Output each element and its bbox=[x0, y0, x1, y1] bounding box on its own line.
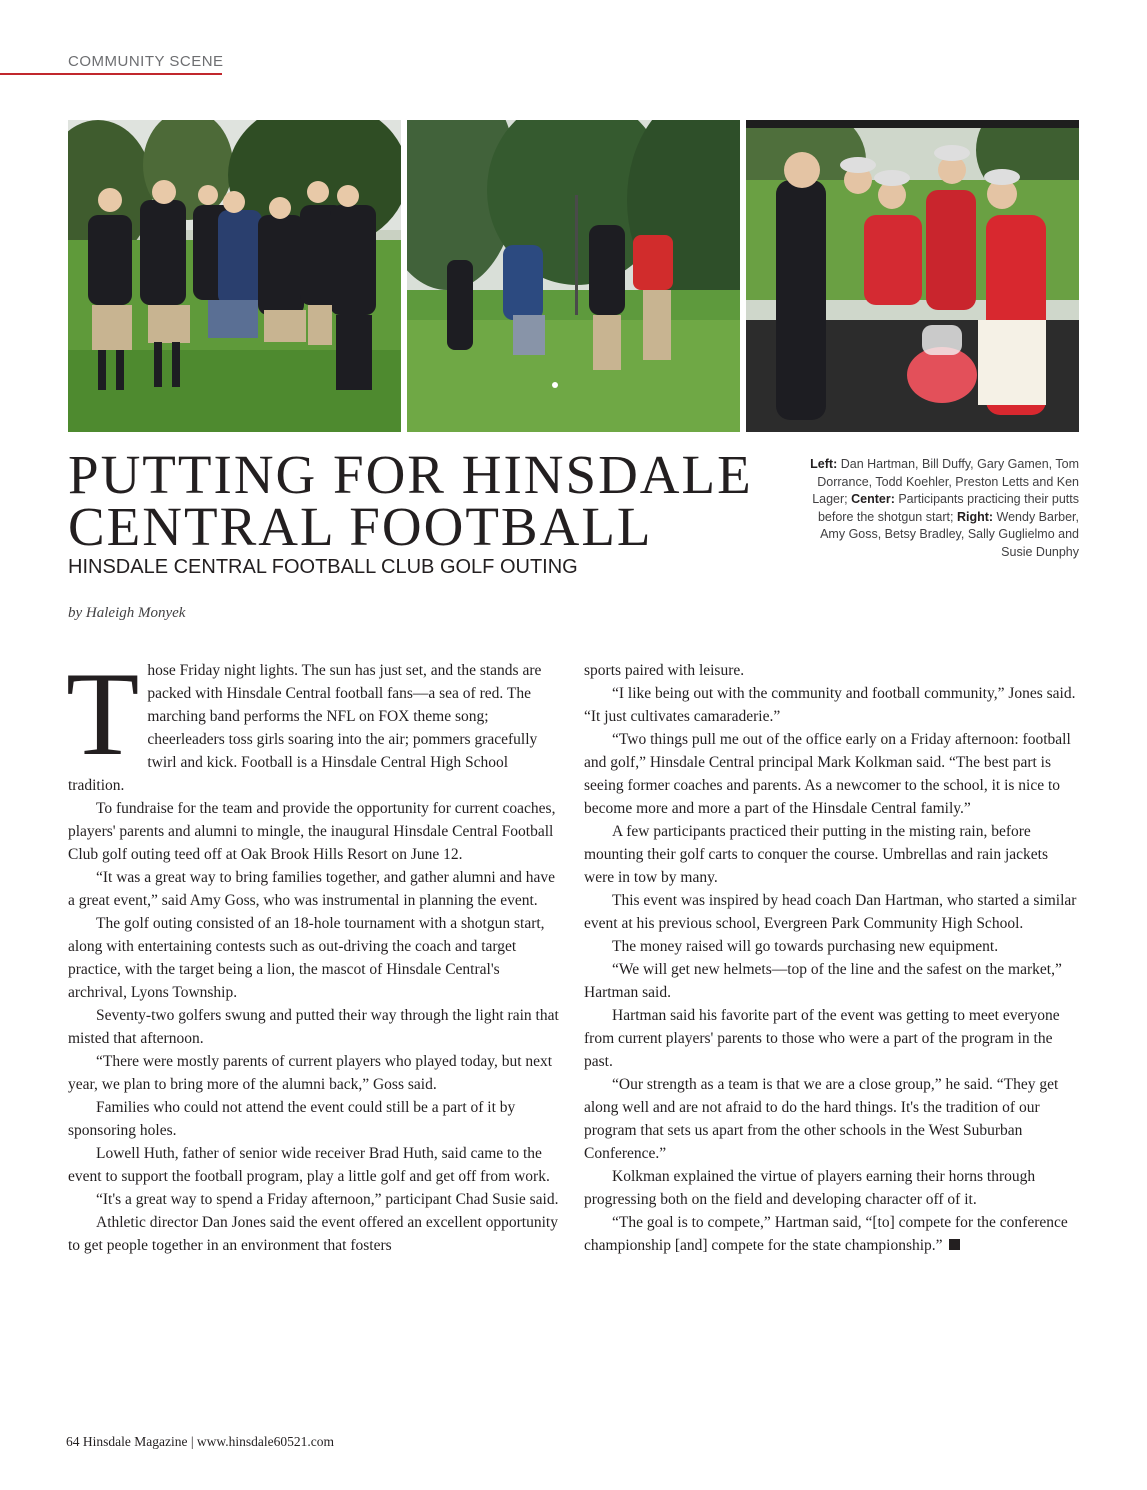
paragraph: Lowell Huth, father of senior wide receiver Brad Huth, said came to the event to support the football program, play a little golf and get off from work. bbox=[68, 1145, 550, 1185]
photo-caption bbox=[810, 456, 1079, 561]
caption-right-text: Wendy Barber, Amy Goss, Betsy Bradley, Sally Guglielmo and Susie Dunphy bbox=[820, 509, 1079, 559]
caption-center-text: Participants practicing their putts before the shotgun start; bbox=[817, 492, 1079, 524]
paragraph: The golf outing consisted of an 18-hole tournament with a shotgun start, along with entertaining contests such as out-driving the coach and target practice, with the target being a lion, the mascot of Hinsdale Central's archrival, Lyons Township. bbox=[68, 915, 545, 1001]
article-column-right bbox=[584, 659, 1079, 1257]
paragraph: “There were mostly parents of current players who played today, but next year, we plan to bring more of the alumni back,” Goss said. bbox=[68, 1053, 553, 1093]
caption-center-label: Center: bbox=[851, 492, 895, 506]
paragraph: sports paired with leisure. bbox=[584, 662, 745, 679]
paragraph: Hartman said his favorite part of the event was getting to meet everyone from current players' parents to those who were a part of the program in the past. bbox=[584, 1007, 1060, 1070]
paragraph: “It was a great way to bring families together, and gather alumni and have a great event,” said Amy Goss, who was instrumental in planning the event. bbox=[68, 869, 556, 909]
caption-left-label: Left: bbox=[810, 457, 838, 471]
byline: by Haleigh Monyek bbox=[68, 605, 186, 621]
headline-line-2: CENTRAL FOOTBALL bbox=[68, 496, 653, 557]
photo-right-volunteers bbox=[746, 120, 1079, 432]
headline bbox=[68, 444, 808, 557]
photo-center-putting bbox=[407, 120, 740, 432]
paragraph: “The goal is to compete,” Hartman said, “[to] compete for the conference championship [and] compete for the state championship.” bbox=[584, 1214, 1068, 1254]
paragraph: Those Friday night lights. The sun has just set, and the stands are packed with Hinsdale Central football fans—a sea of red. The marching band performs the NFL on FOX theme song; cheerleaders toss girls soaring into the air; pommers gracefully twirl and kick. Football is a Hinsdale Central High School tradition. bbox=[66, 647, 542, 794]
drop-cap: T bbox=[66, 647, 140, 780]
group-of-golfers-icon bbox=[68, 120, 401, 432]
paragraph: Seventy-two golfers swung and putted their way through the light rain that misted that afternoon. bbox=[68, 1007, 559, 1047]
paragraph: “I like being out with the community and football community,” Jones said. “It just cultivates camaraderie.” bbox=[584, 685, 1076, 725]
women-volunteers-icon bbox=[746, 120, 1079, 432]
subhead: HINSDALE CENTRAL FOOTBALL CLUB GOLF OUTING bbox=[68, 556, 578, 578]
paragraph: To fundraise for the team and provide the opportunity for current coaches, players' parents and alumni to mingle, the inaugural Hinsdale Central Football Club golf outing teed off at Oak Brook Hills Resort on June 12. bbox=[68, 800, 556, 863]
paragraph: “It's a great way to spend a Friday afternoon,” participant Chad Susie said. bbox=[96, 1191, 559, 1208]
photo-left-golfers bbox=[68, 120, 401, 432]
paragraph: “We will get new helmets—top of the line and the safest on the market,” Hartman said. bbox=[584, 961, 1062, 1001]
paragraph: Athletic director Dan Jones said the event offered an excellent opportunity to get people together in an environment that fosters bbox=[68, 1214, 558, 1254]
paragraph: This event was inspired by head coach Dan Hartman, who started a similar event at his previous school, Evergreen Park Community High School. bbox=[584, 892, 1077, 932]
article-column-left bbox=[66, 647, 562, 1257]
page-footer: 64 Hinsdale Magazine | www.hinsdale60521.com bbox=[66, 1434, 335, 1449]
putting-green-icon bbox=[407, 120, 740, 432]
headline-line-1: PUTTING FOR HINSDALE bbox=[68, 444, 753, 505]
paragraph: A few participants practiced their putting in the misting rain, before mounting their golf carts to conquer the course. Umbrellas and rain jackets were in tow by many. bbox=[584, 823, 1048, 886]
paragraph: The money raised will go towards purchasing new equipment. bbox=[612, 938, 999, 955]
section-rule bbox=[0, 73, 222, 75]
paragraph: Families who could not attend the event could still be a part of it by sponsoring holes. bbox=[68, 1099, 516, 1139]
paragraph: “Two things pull me out of the office early on a Friday afternoon: football and golf,” Hinsdale Central principal Mark Kolkman said. “The best part is seeing former coaches and parents. As a newcomer to the school, it is nice to become more and more a part of the Hinsdale Central family.” bbox=[584, 731, 1071, 817]
end-mark-icon bbox=[949, 1239, 960, 1250]
section-label: COMMUNITY SCENE bbox=[68, 53, 224, 70]
caption-left-text: Dan Hartman, Bill Duffy, Gary Gamen, Tom Dorrance, Todd Koehler, Preston Letts and Ken Lager; bbox=[812, 457, 1079, 506]
caption-right-label: Right: bbox=[956, 509, 994, 524]
paragraph: “Our strength as a team is that we are a close group,” he said. “They get along well and are not afraid to do the hard things. It's the tradition of our program that sets us apart from the other schools in the West Suburban Conference.” bbox=[584, 1076, 1059, 1162]
paragraph: Kolkman explained the virtue of players earning their horns through progressing both on the field and developing character off of it. bbox=[584, 1168, 1036, 1208]
